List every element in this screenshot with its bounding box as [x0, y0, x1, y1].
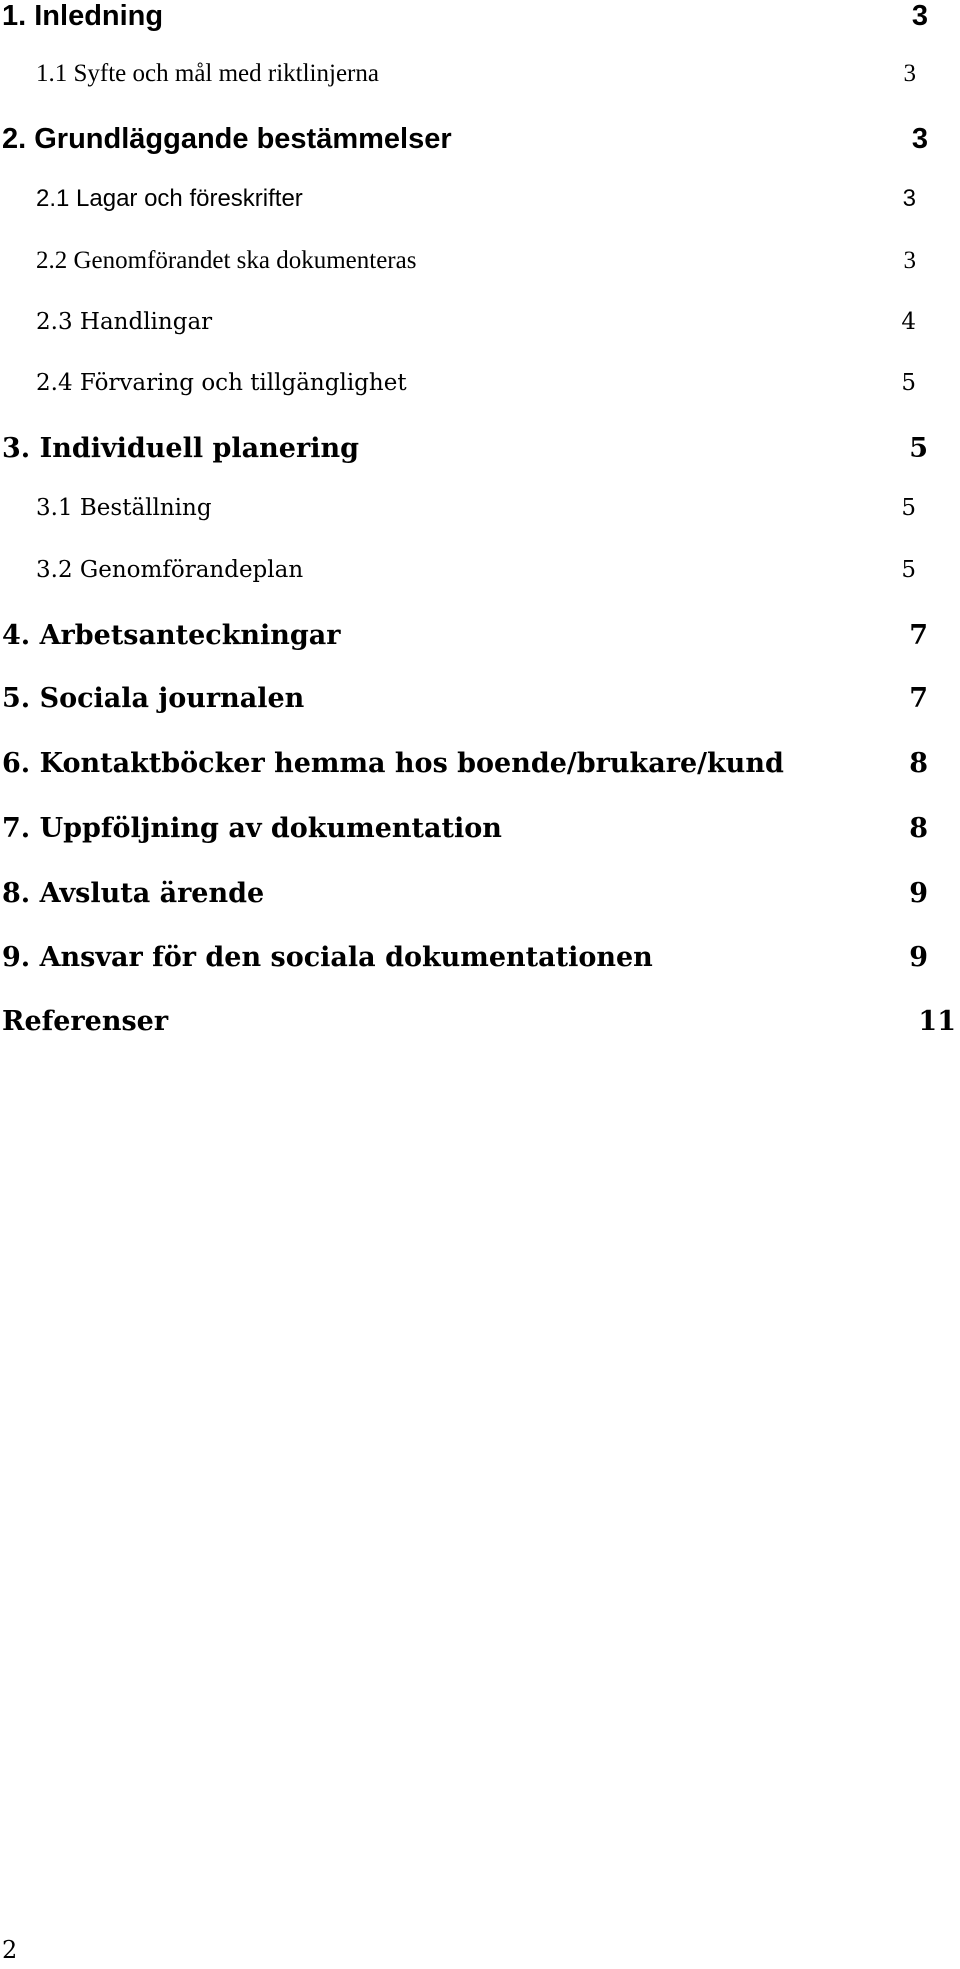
toc-entry-page-number: 4	[901, 309, 916, 335]
toc-entry-page-number: 8	[909, 748, 928, 779]
toc-entry-page-number: 3	[903, 247, 916, 274]
toc-entry-title: Referenser	[2, 1006, 169, 1037]
toc-entry-page-number: 5	[909, 433, 928, 464]
toc-entry-title: 7. Uppföljning av dokumentation	[2, 813, 502, 844]
toc-entry-page-number: 3	[903, 60, 916, 87]
toc-entry-title: 5. Sociala journalen	[2, 683, 305, 714]
toc-entry-page-number: 7	[909, 620, 928, 651]
toc-entry-page-number: 3	[902, 185, 916, 212]
toc-entry-title: 4. Arbetsanteckningar	[2, 620, 341, 651]
toc-entry-title: 2.4 Förvaring och tillgänglighet	[36, 370, 407, 396]
toc-entry-title: 2. Grundläggande bestämmelser	[2, 123, 452, 155]
toc-entry-title: 2.1 Lagar och föreskrifter	[36, 185, 303, 212]
toc-entry-title: 1. Inledning	[2, 0, 164, 32]
toc-entry-title: 3.1 Beställning	[36, 495, 212, 521]
toc-entry-page-number: 5	[901, 370, 916, 396]
toc-entry-page-number: 3	[911, 123, 928, 155]
toc-entry-page-number: 5	[901, 557, 916, 583]
toc-entry-page-number: 9	[909, 942, 928, 973]
toc-entry-page-number: 11	[918, 1006, 956, 1037]
toc-entry-page-number: 8	[909, 813, 928, 844]
toc-entry-page-number: 9	[909, 878, 928, 909]
page-number: 2	[2, 1936, 18, 1964]
toc-entry-title: 8. Avsluta ärende	[2, 878, 265, 909]
toc-entry-title: 3.2 Genomförandeplan	[36, 557, 304, 583]
toc-entry-title: 2.3 Handlingar	[36, 309, 213, 335]
toc-entry-title: 2.2 Genomförandet ska dokumenteras	[36, 247, 417, 274]
toc-entry-title: 3. Individuell planering	[2, 433, 359, 464]
toc-entry-page-number: 5	[901, 495, 916, 521]
toc-entry-page-number: 7	[909, 683, 928, 714]
toc-entry-title: 9. Ansvar för den sociala dokumentationen	[2, 942, 653, 973]
toc-entry-page-number: 3	[911, 0, 928, 32]
toc-entry-title: 6. Kontaktböcker hemma hos boende/brukare/kund	[2, 748, 784, 779]
toc-entry-title: 1.1 Syfte och mål med riktlinjerna	[36, 60, 379, 87]
